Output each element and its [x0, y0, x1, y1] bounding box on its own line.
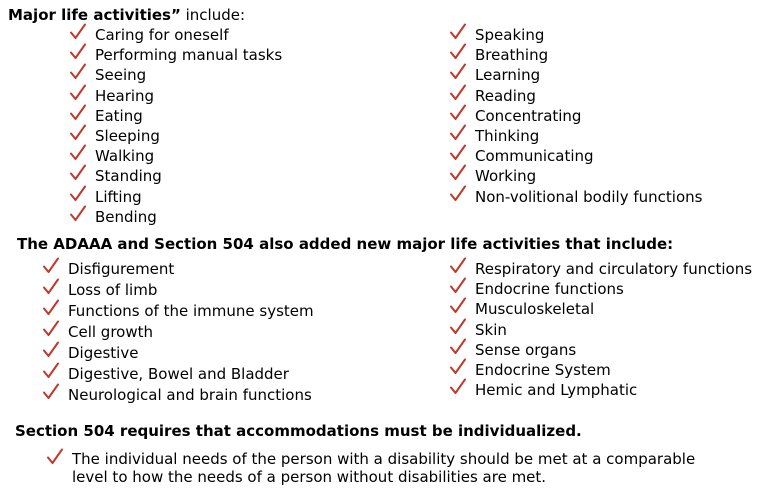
checkmark-icon: [448, 276, 468, 296]
list-item: [41, 259, 314, 280]
list-item-label: Endocrine System: [475, 360, 611, 379]
checkmark-icon: [448, 317, 468, 337]
list-item: [68, 86, 282, 106]
list-item: [41, 301, 314, 322]
list-item-label: Endocrine functions: [475, 280, 624, 299]
list-item: [448, 146, 702, 166]
list-item-label: Thinking: [475, 126, 540, 145]
checkmark-icon: [448, 337, 468, 357]
list-item: [448, 166, 702, 186]
checkmark-icon: [45, 447, 65, 467]
list-item: [68, 25, 282, 45]
list-item: [448, 340, 752, 360]
checkmark-icon: [448, 256, 468, 276]
checkmark-icon: [41, 256, 61, 276]
list-item-label: Digestive, Bowel and Bladder: [68, 365, 289, 383]
list-item: [448, 320, 752, 340]
list-item-label: Digestive: [68, 344, 139, 362]
checkmark-icon: [448, 377, 468, 397]
checkmark-icon: [448, 163, 468, 183]
major-list-right: [448, 25, 702, 207]
checkmark-icon: [41, 319, 61, 339]
list-item-label: Musculoskeletal: [475, 300, 595, 319]
list-item: [68, 126, 282, 146]
section504-heading: [15, 422, 582, 440]
checkmark-icon: [448, 42, 468, 62]
list-item: [448, 380, 752, 400]
list-item-label: Standing: [95, 167, 162, 186]
checkmark-icon: [41, 382, 61, 402]
major-heading-rest: include:: [180, 6, 246, 24]
list-item: [448, 45, 702, 65]
list-item-label: Lifting: [95, 187, 142, 206]
list-item: [68, 207, 282, 227]
list-item-label: Breathing: [475, 46, 549, 65]
list-item-label: Learning: [475, 66, 541, 85]
list-item: [448, 259, 752, 279]
checkmark-icon: [68, 204, 88, 224]
list-item-label: Communicating: [475, 147, 594, 166]
checkmark-icon: [68, 103, 88, 123]
list-item: [448, 65, 702, 85]
list-item: [448, 299, 752, 319]
added-heading-text: The ADAAA and Section 504 also added new major life activities that include:: [17, 235, 674, 253]
list-item-label: Neurological and brain functions: [68, 386, 312, 404]
checkmark-icon: [68, 163, 88, 183]
list-item: [448, 106, 702, 126]
list-item: [448, 360, 752, 380]
major-life-activities-heading: [8, 6, 245, 24]
checkmark-icon: [41, 277, 61, 297]
list-item: [68, 45, 282, 65]
checkmark-icon: [448, 83, 468, 103]
checkmark-icon: [448, 123, 468, 143]
added-list-right: [448, 259, 752, 400]
list-item-label: Speaking: [475, 26, 545, 44]
list-item: [448, 126, 702, 146]
list-item-label: Functions of the immune system: [68, 302, 314, 320]
list-item: [41, 385, 314, 406]
list-item: [68, 106, 282, 126]
list-item-label: Hemic and Lymphatic: [475, 381, 638, 400]
list-item-label: Sleeping: [95, 126, 160, 145]
checkmark-icon: [68, 83, 88, 103]
list-item: [41, 364, 314, 385]
checkmark-icon: [448, 143, 468, 163]
list-item-label: Bending: [95, 207, 157, 226]
list-item: [41, 322, 314, 343]
checkmark-icon: [448, 62, 468, 82]
list-item: [41, 343, 314, 364]
list-item-label: Concentrating: [475, 106, 582, 125]
major-heading-bold: Major life activities”: [8, 6, 181, 24]
list-item-label: Reading: [475, 86, 536, 105]
checkmark-icon: [448, 357, 468, 377]
list-item-label: Respiratory and circulatory functions: [475, 260, 753, 278]
checkmark-icon: [68, 123, 88, 143]
checkmark-icon: [448, 296, 468, 316]
list-item-label: Disfigurement: [68, 260, 175, 278]
checkmark-icon: [448, 103, 468, 123]
checkmark-icon: [68, 62, 88, 82]
checkmark-icon: [41, 361, 61, 381]
list-item-label: Caring for oneself: [95, 26, 229, 44]
list-item: [448, 86, 702, 106]
list-item-label: Seeing: [95, 66, 147, 85]
checkmark-icon: [68, 42, 88, 62]
list-item-label: Walking: [95, 147, 155, 166]
list-item-label: Performing manual tasks: [95, 46, 283, 65]
list-item: [68, 166, 282, 186]
section504-list: [45, 450, 732, 486]
checkmark-icon: [448, 22, 468, 42]
list-item-label: Working: [475, 167, 537, 186]
list-item-label: The individual needs of the person with a disability should be met at a comparable level to how the needs of a person without disabilities are met.: [72, 450, 696, 486]
major-list-left: [68, 25, 282, 227]
list-item: [448, 187, 702, 207]
list-item-label: Eating: [95, 106, 143, 125]
list-item: [68, 187, 282, 207]
checkmark-icon: [41, 340, 61, 360]
list-item: [448, 25, 702, 45]
checkmark-icon: [68, 143, 88, 163]
list-item-label: Hearing: [95, 86, 155, 105]
list-item-label: Non-volitional bodily functions: [475, 187, 703, 206]
list-item-label: Skin: [475, 320, 507, 339]
checkmark-icon: [68, 22, 88, 42]
list-item: [41, 280, 314, 301]
added-activities-heading: [17, 235, 673, 253]
list-item: [68, 146, 282, 166]
list-item-label: Loss of limb: [68, 281, 158, 299]
checkmark-icon: [68, 184, 88, 204]
list-item-label: Sense organs: [475, 340, 577, 359]
list-item: [68, 65, 282, 85]
checkmark-icon: [41, 298, 61, 318]
list-item: [45, 450, 732, 486]
list-item-label: Cell growth: [68, 323, 153, 341]
added-list-left: [41, 259, 314, 406]
section504-heading-text: Section 504 requires that accommodations must be individualized.: [15, 422, 582, 440]
list-item: [448, 279, 752, 299]
checkmark-icon: [448, 184, 468, 204]
